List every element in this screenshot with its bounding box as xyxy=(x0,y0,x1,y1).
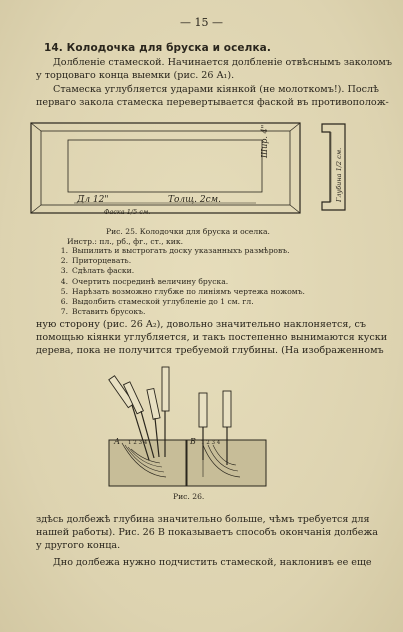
end-line-3: у другого конца. xyxy=(36,540,121,551)
fig26-label-a: А xyxy=(114,437,121,446)
page-number: — 15 — xyxy=(180,16,223,29)
intro-line-1: Долбленiе стамеской. Начинается долбленiе отвѣснымъ заколомъ xyxy=(53,57,392,68)
end-line-1: здѣсь долбежѣ глубина значительно больше, чѣмъ требуется для xyxy=(36,514,370,525)
dim-width-label: Шир. 4" xyxy=(260,124,269,158)
dim-length-label: Дл 12" xyxy=(77,195,109,205)
end-line-2: нашей работы). Рис. 26 B показываетъ способъ окончанiя долбежа xyxy=(36,527,379,538)
figure-26-chisel-drawing xyxy=(0,365,403,495)
para2-line-2: перваго закола стамеска перевертывается фаской въ противополож- xyxy=(36,97,389,108)
body-line-1: ную сторону (рис. 26 A₂), довольно значительно наклоняется, съ xyxy=(36,319,366,330)
dim-thickness-label: Толщ. 2см. xyxy=(168,195,221,205)
step-item: 3. Сдѣлать фаски. xyxy=(60,266,135,276)
step-item: 1. Выпилить и выстрогать доску указанныхъ размѣровъ. xyxy=(60,246,290,255)
step-item: 4. Очертить посрединѣ величину бруска. xyxy=(60,276,229,286)
body-line-2: помощью кiянки углубляется, и такъ постепенно вынимаются куски xyxy=(36,332,388,343)
fig25-caption: Рис. 25. Колодочки для бруска и оселка. xyxy=(106,227,270,236)
fig25-steps xyxy=(56,246,305,317)
side-depth-label: Глубина 1/2 см. xyxy=(335,147,343,202)
step-item: 5. Нарѣзать возможно глубже по линiямъ чертежа ножомъ. xyxy=(60,286,305,296)
board-recess xyxy=(68,140,262,192)
fig26-block-a xyxy=(109,440,186,486)
end-line-4: Дно долбежа нужно подчистить стамеской, наклонивъ ее еще xyxy=(53,557,372,568)
body-line-3: дерева, пока не получится требуемой глубины. (На изображенномъ xyxy=(36,345,384,356)
chamfer-label: Фаска 1/5 см. xyxy=(104,208,151,216)
section-heading: 14. Колодочка для бруска и оселка. xyxy=(44,42,271,54)
para2-line-1: Стамеска углубляется ударами кiянкой (не молоткомъ!). Послѣ xyxy=(53,84,379,95)
board-chamfer-outline xyxy=(41,131,290,205)
fig25-tools: Инстр.: пл., рб., фг., ст., кик. xyxy=(67,237,184,246)
step-item: 7. Вставить брусокъ. xyxy=(60,307,146,317)
fig26-caption: Рис. 26. xyxy=(173,492,205,501)
step-item: 6. Выдолбить стамеской углубленiе до 1 см. гл. xyxy=(60,297,254,307)
fig26-nums-b: 1 2 3 4 xyxy=(201,440,221,446)
fig26-nums-a: 1 2 3 4 xyxy=(128,440,148,446)
fig26-label-b: В xyxy=(190,437,196,446)
step-item: 2. Приторцевать. xyxy=(60,256,132,266)
intro-line-2: у торцоваго конца выемки (рис. 26 A₁). xyxy=(36,70,235,81)
